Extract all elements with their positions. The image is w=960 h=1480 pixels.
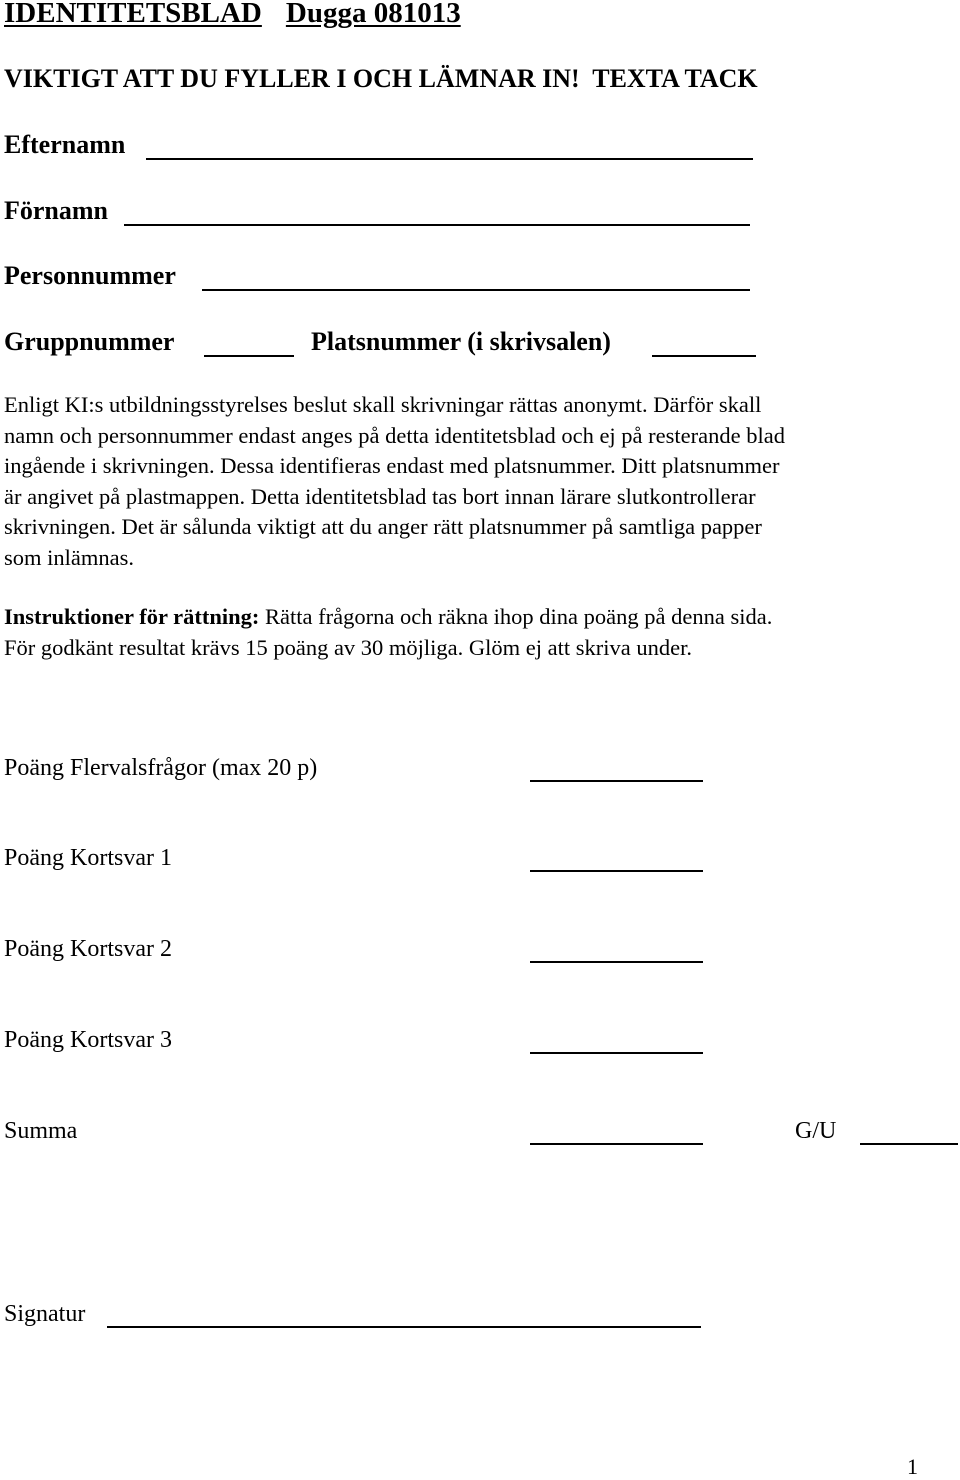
score-label-kortsvar2: Poäng Kortsvar 2 [4,936,172,962]
info-line: som inlämnas. [4,544,134,570]
instructions-line-1 [4,602,772,633]
score-line-flerval[interactable] [530,780,703,782]
fornamn-line[interactable] [124,224,750,226]
score-label-flerval: Poäng Flervalsfrågor (max 20 p) [4,755,318,781]
gu-line[interactable] [860,1143,958,1145]
platsnummer-line[interactable] [652,355,756,357]
title-dugga: Dugga 081013 [285,0,461,29]
score-line-kortsvar2[interactable] [530,961,703,963]
page-number: 1 [907,1454,918,1479]
signatur-label: Signatur [4,1301,86,1327]
fornamn-label: Förnamn [4,196,108,225]
info-line: skrivningen. Det är sålunda viktigt att du anger rätt platsnummer på samtliga papper [4,514,762,539]
efternamn-label: Efternamn [4,130,126,159]
score-line-kortsvar1[interactable] [530,870,703,872]
score-label-summa: Summa [4,1118,78,1144]
info-line: är angivet på plastmappen. Detta identitetsblad tas bort innan lärare slutkontrollerar [4,483,756,509]
efternamn-line[interactable] [146,158,753,160]
info-paragraph [4,390,785,573]
notice-text: VIKTIGT ATT DU FYLLER I OCH LÄMNAR IN! TEXTA TACK [4,64,758,93]
signatur-line[interactable] [107,1326,701,1328]
score-line-summa[interactable] [530,1143,703,1145]
score-line-kortsvar3[interactable] [530,1052,703,1054]
info-line: Enligt KI:s utbildningsstyrelses beslut skall skrivningar rättas anonymt. Därför skall [4,392,762,417]
score-label-kortsvar3: Poäng Kortsvar 3 [4,1027,172,1053]
page-title [4,0,461,30]
personnummer-line[interactable] [202,289,750,291]
instructions-label: Instruktioner för rättning: [4,604,260,629]
platsnummer-label: Platsnummer (i skrivsalen) [311,327,611,356]
info-line: namn och personnummer endast anges på detta identitetsblad och ej på resterande blad [4,422,785,448]
instructions-paragraph [4,602,772,663]
personnummer-label: Personnummer [4,261,176,290]
info-line: ingående i skrivningen. Dessa identifieras endast med platsnummer. Ditt platsnummer [4,453,780,478]
instructions-line-2: För godkänt resultat krävs 15 poäng av 30 möjliga. Glöm ej att skriva under. [4,634,692,660]
title-identitetsblad: IDENTITETSBLAD [4,0,262,29]
gruppnummer-line[interactable] [204,355,294,357]
gu-label: G/U [795,1118,837,1144]
instructions-text-1: Rätta frågorna och räkna ihop dina poäng på denna sida. [265,604,773,629]
score-label-kortsvar1: Poäng Kortsvar 1 [4,845,172,871]
gruppnummer-label: Gruppnummer [4,327,175,356]
